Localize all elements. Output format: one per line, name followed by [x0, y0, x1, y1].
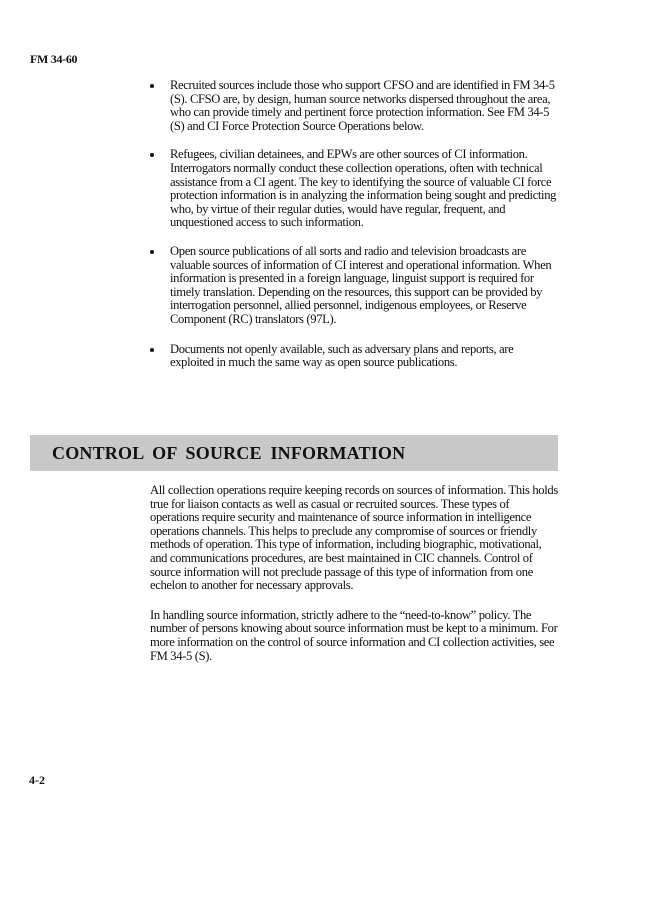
paragraph-need-to-know: In handling source information, strictly adhere to the “need-to-know” policy. The number of persons knowing about source information must be kept to a minimum. For more information on the control of source information and CI collection activities, see FM 34-5 (S). — [150, 607, 558, 663]
page-number: 4-2 — [29, 773, 45, 787]
bullet-text: Open source publications of all sorts and radio and television broadcasts are valuable sources of information of CI interest and operational information. When information is presented in a foreign language, linguist support is required for timely translation. Depending on the resources, this support can be provided by interrogation personnel, allied personnel, indigenous employees, or Reserve Component (RC) translators (97L). — [170, 243, 552, 326]
paragraph-collection-records: All collection operations require keeping records on sources of information. This holds true for liaison contacts as well as casual or recruited sources. These types of operations require security and maintenance of source information in intelligence operations channels. This helps to preclude any compromise of sources or friendly methods of operation. This type of information, including biographic, motivational, and communications procedures, are best maintained in CIC channels. Control of source information will not preclude passage of this type of information from one echelon to another for necessary approvals. — [150, 483, 558, 593]
bullet-dot-icon — [150, 84, 154, 88]
bullet-dot-icon — [150, 153, 154, 157]
document-id: FM 34-60 — [30, 52, 78, 66]
bullet-text: Refugees, civilian detainees, and EPWs are other sources of CI information. Interrogators normally conduct these collection operations, often with technical assistance from a CI agent. The key to identifying the source of valuable CI force protection information is in analyzing the information being sought and predicting who, by virtue of their regular duties, would have regular, frequent, and unquestioned access to such information. — [170, 147, 557, 230]
bullet-text: Recruited sources include those who support CFSO and are identified in FM 34-5 (S). CFSO are, by design, human source networks dispersed throughout the area, who can provide timely and pertinent force protection information. See FM 34-5 (S) and CI Force Protection Source Operations below. — [170, 78, 555, 133]
section-title: CONTROL OF SOURCE INFORMATION — [52, 443, 406, 463]
section-body — [150, 484, 560, 679]
bullet-dot-icon — [150, 250, 154, 254]
bullet-dot-icon — [150, 348, 154, 352]
bullet-list — [148, 79, 558, 385]
bullet-text: Documents not openly available, such as adversary plans and reports, are exploited in much the same way as open source publications. — [170, 341, 514, 370]
bullet-item-open-source — [148, 245, 558, 327]
bullet-item-documents — [148, 343, 558, 370]
bullet-item-refugees — [148, 148, 558, 230]
bullet-item-recruited-sources — [148, 79, 558, 133]
section-header-bar — [30, 435, 558, 471]
